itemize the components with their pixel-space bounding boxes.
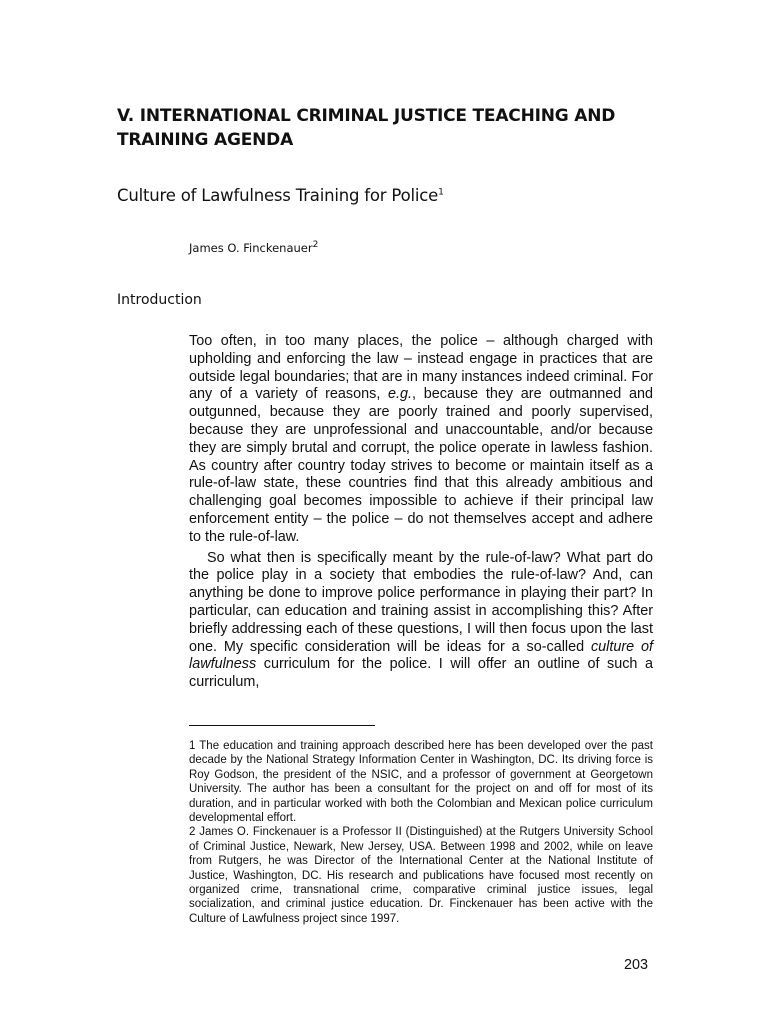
article-title-text: Culture of Lawfulness Training for Police <box>117 186 439 205</box>
footnotes <box>189 739 653 926</box>
article-title <box>117 184 444 208</box>
paragraph-1 <box>189 333 653 547</box>
paragraph-1-emphasis: e.g. <box>388 386 413 403</box>
footnote-2: 2 James O. Finckenauer is a Professor II (Distinguished) at the Rutgers University School of Criminal Justice, Newark, New Jersey, USA. Between 1998 and 2002, while on leave from Rutgers, he was Director of the International Center at the National Institute of Justice, Washington, DC. His research and publications have focused most recently on organized crime, transnational crime, comparative criminal justice issues, legal socialization, and criminal justice education. Dr. Finckenauer has been active with the Culture of Lawfulness project since 1997. <box>189 826 653 925</box>
paragraph-1-text-a: Too often, in too many places, the police – although charged with upholding and enforcing the law – instead engage in practices that are outside legal boundaries; that are in many instances indeed criminal. For any of a variety of reasons, <box>189 333 653 403</box>
paragraph-2-text-b: curriculum for the police. I will offer an outline of such a curriculum, <box>189 656 653 691</box>
page-number: 203 <box>624 957 649 973</box>
footnote-1: 1 The education and training approach described here has been developed over the past decade by the National Strategy Information Center in Washington, DC. Its driving force is Roy Godson, the president of the NSIC, and a professor of government at Georgetown University. The author has been a consultant for the project on and off for most of its duration, and in particular worked with both the Colombian and Mexican police curriculum developmental effort. <box>189 740 653 825</box>
body-text <box>189 333 653 692</box>
paragraph-2 <box>189 550 653 692</box>
author-footnote-ref[interactable]: 2 <box>312 240 319 251</box>
article-title-footnote-ref[interactable]: 1 <box>438 187 444 198</box>
author-name: James O. Finckenauer <box>189 241 313 255</box>
section-title: V. INTERNATIONAL CRIMINAL JUSTICE TEACHING AND TRAINING AGENDA <box>117 106 616 150</box>
paragraph-1-text-b: , because they are outmanned and outgunned, because they are poorly trained and poorly supervised, because they are unprofessional and unaccountable, and/or because they are simply brutal and corrupt, the police operate in lawless fashion. As country after country today strives to become or maintain itself as a rule-of-law state, these countries find that this already ambitious and challenging goal becomes impossible to achieve if their principal law enforcement entity – the police – do not themselves accept and adhere to the rule-of-law. <box>189 386 653 545</box>
introduction-heading: Introduction <box>117 292 202 308</box>
paragraph-2-emphasis: culture of lawfulness <box>189 638 653 673</box>
paragraph-2-text-a: So what then is specifically meant by the rule-of-law? What part do the police play in a society that embodies the rule-of-law? And, can anything be done to improve police performance in playing their part? In particular, can education and training assist in accomplishing this? After briefly addressing each of these questions, I will then focus upon the last one. My specific consideration will be ideas for a so-called <box>189 549 653 655</box>
author-line <box>189 240 318 256</box>
footnote-divider <box>189 725 375 726</box>
